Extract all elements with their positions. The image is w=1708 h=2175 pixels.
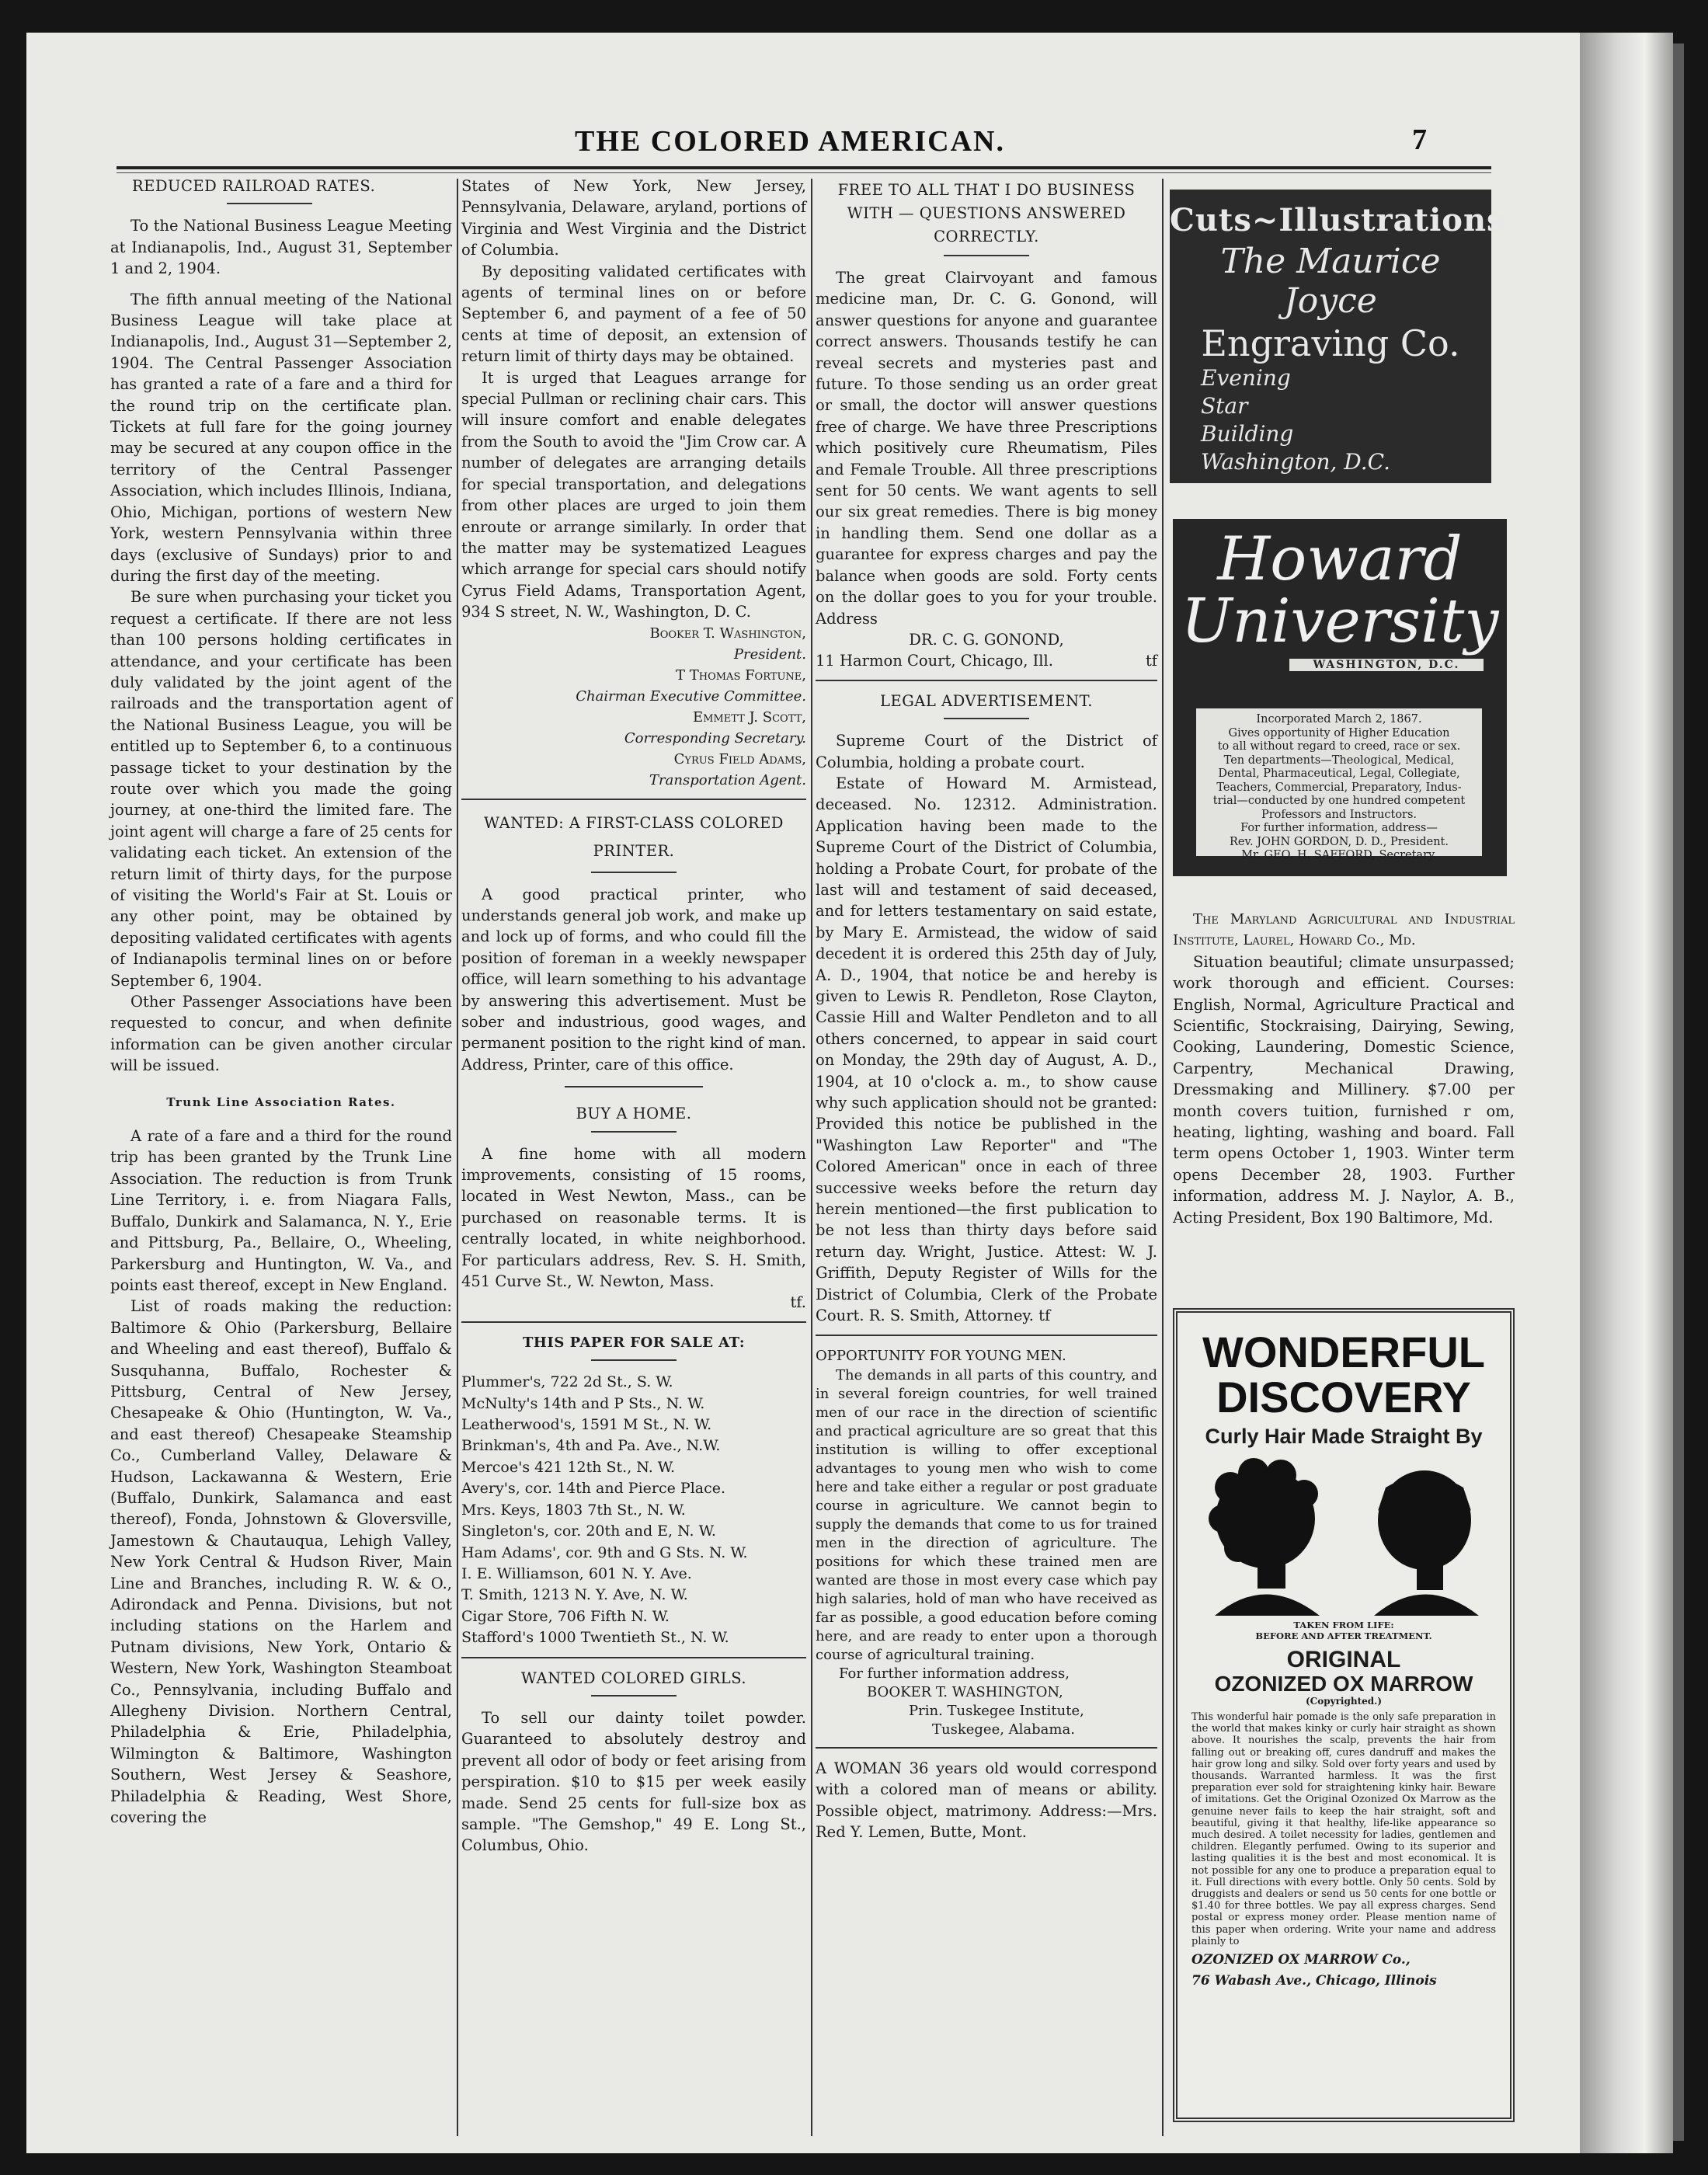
howard-info-line: Gives opportunity of Higher Education	[1228, 726, 1450, 740]
rule	[816, 1335, 1157, 1336]
signature-title: President.	[733, 646, 806, 663]
howard-info-line: Ten departments—Theological, Medical,	[1223, 753, 1455, 767]
page-number: 7	[1412, 124, 1427, 156]
ad-tf: tf.	[790, 1293, 806, 1312]
rule	[816, 680, 1157, 681]
ad-headline: WONDERFUL	[1202, 1328, 1485, 1376]
signature-block	[461, 623, 806, 791]
column-1	[110, 176, 452, 1828]
ad-subheadline: Curly Hair Made Straight By	[1205, 1425, 1483, 1448]
howard-location: WASHINGTON, D.C.	[1289, 659, 1484, 671]
signature-name: Emmett J. Scott,	[692, 708, 806, 726]
ad-address: 11 Harmon Court, Chicago, Ill.	[816, 652, 1053, 670]
maryland-ad-title: The Maryland Agricultural and Industrial Institute, Laurel, Howard Co., Md.	[1173, 911, 1515, 949]
howard-university-ad	[1173, 519, 1507, 876]
ad-address-line	[816, 650, 1157, 671]
rule	[816, 1747, 1157, 1749]
ad-text: The great Clairvoyant and famous medicine man, Dr. C. G. Gonond, will answer questions for anyone and guarantee correct answers. Thousands testify he can reveal secrets and mysteries past and future. To those sending us an order great or small, the doctor will answer questions free of charge. We have three Prescriptions which positively cure Rheumatism, Piles and Female Trouble. All three prescriptions sent for 50 cents. We want agents to sell our six great remedies. There is big money in handling them. Send one dollar as a guarantee for express charges and pay the balance when goods are sold. Forty cents on the dollar goes to you for your trouble. Address	[816, 269, 1157, 628]
column-divider	[811, 179, 812, 2136]
legal-paragraph: Supreme Court of the District of Columbia, holding a probate court.	[816, 732, 1157, 771]
column-divider	[1162, 179, 1164, 2136]
portraits-illustration	[1191, 1456, 1496, 1620]
article-paragraph: A rate of a fare and a third for the round trip has been granted by the Trunk Line Association. The reduction is from Trunk Line Territory, i. e. from Niagara Falls, Buffalo, Dunkirk and Salamanca, N. Y., Erie and Pittsburg, Pa., Bellaire, O., Wheeling, Parkersburg and Huntington, W. Va., and points east thereof, except in New England.	[110, 1127, 452, 1294]
product-name: OZONIZED OX MARROW	[1214, 1672, 1473, 1696]
sale-location: Plummer's, 722 2d St., S. W.	[461, 1373, 673, 1391]
ad-signature: Tuskegee, Alabama.	[932, 1721, 1075, 1738]
rule	[461, 1657, 806, 1658]
rule	[591, 1359, 677, 1361]
howard-info-line: For further information, address—	[1240, 822, 1438, 834]
portrait-before	[1209, 1458, 1320, 1616]
rule	[944, 718, 1029, 719]
before-after-illustration	[1191, 1456, 1496, 1620]
rule	[591, 1695, 677, 1696]
sale-location: Cigar Store, 706 Fifth N. W.	[461, 1607, 670, 1625]
ox-marrow-ad	[1173, 1308, 1515, 2122]
maryland-ad-text: Situation beautiful; climate unsurpassed; work thorough and efficient. Courses: English, Normal, Agriculture Practical and Scientific, Stockraising, Dairying, Sewing, Cooking, Laundering, Domestic Science, Carpentry, Mechanical Drawing, Dressmaking and Millinery. $7.00 per month covers tuition, furnished r om, heating, lighting, washing and board. Fall term opens October 1, 1903. Winter term opens December 28, 1903. Further information, address M. J. Naylor, A. B., Acting President, Box 190 Baltimore, Md.	[1173, 952, 1515, 1227]
column-3	[816, 176, 1157, 1843]
ad-company-address: 76 Wabash Ave., Chicago, Illinois	[1191, 1973, 1437, 1989]
howard-info-line: Mr. GEO. H. SAFFORD, Secretary.	[1241, 849, 1437, 861]
sale-location: McNulty's 14th and P Sts., N. W.	[461, 1394, 705, 1412]
howard-title: University	[1181, 586, 1499, 656]
article-title: REDUCED RAILROAD RATES.	[132, 177, 376, 195]
article-paragraph: The fifth annual meeting of the National Business League will take place at Indianapolis, Ind., August 31—September 2, 1904. The Central Passenger Association has granted a rate of a fare and a third for the round trip on the certificate plan. Tickets at full fare for the going journey may be secured at any coupon office in the territory of the Central Passenger Association, which includes Illinois, Indiana, Ohio, Michigan, portions of western New York, western Pennsylvania within three days (exclusive of Sundays) prior to and during the first day of the meeting.	[110, 290, 452, 585]
article-paragraph: Be sure when purchasing your ticket you request a certificate. If there are not less than 100 persons holding certificates in attendance, and your certificate has been duly validated by the joint agent of the railroads and the transportation agent of the National Business League, you will be entitled up to September 6, to a continuous passage ticket to your destination by the route over which you made the going journey, at one-third the limited fare. The joint agent will charge a fare of 25 cents for validating each ticket. An extension of the return limit of thirty days, for the purpose of visiting the World's Fair at St. Louis or any other point, may be obtained by depositing validated certificates with agents of Indianapolis terminal lines on or before September 6, 1904.	[110, 588, 452, 990]
howard-info-line: to all without regard to creed, race or sex.	[1217, 740, 1461, 753]
sale-location: Mercoe's 421 12th St., N. W.	[461, 1458, 676, 1476]
portrait-after	[1374, 1470, 1479, 1616]
ad-body-text: This wonderful hair pomade is the only safe preparation in the world that makes kinky or curly hair straight as shown above. It nourishes the scalp, prevents the hair from falling out or breaking off, cures dandruff and makes the hair grow long and silky. Sold over forty years and used by thousands. Warranted harmless. It was the first preparation ever sold for straightening kinky hair. Beware of imitations. Get the Original Ozonized Ox Marrow as the genuine never fails to keep the hair straight, soft and beautiful, giving it that healthy, life-like appearance so much desired. A toilet necessity for ladies, gentlemen and children. Elegantly perfumed. Owing to its superior and lasting qualities it is the best and most economical. It is not possible for any one to produce a preparation equal to it. Full directions with every bottle. Only 50 cents. Sold by druggists and dealers or send us 50 cents for one bottle or $1.40 for three bottles. We pay all express charges. Send postal or express money order. Please mention name of this paper when ordering. Write your name and address plainly to	[1191, 1711, 1496, 1947]
engraving-ad-line: Star	[1201, 393, 1248, 419]
page-binding-shadow	[1673, 44, 1684, 2141]
ad-title: WANTED: A FIRST-CLASS COLORED PRINTER.	[484, 813, 784, 860]
signature-title: Transportation Agent.	[649, 771, 806, 788]
ad-title: WANTED COLORED GIRLS.	[520, 1669, 747, 1687]
article-paragraph: Other Passenger Associations have been requested to concur, and when definite information can be given another circular will be issued.	[110, 993, 452, 1075]
column-divider	[457, 179, 458, 2136]
sale-location: Avery's, cor. 14th and Pierce Place.	[461, 1480, 726, 1498]
sale-location: Mrs. Keys, 1803 7th St., N. W.	[461, 1501, 686, 1519]
maryland-ad	[1173, 909, 1515, 1228]
howard-title: Howard	[1217, 524, 1463, 594]
rule	[227, 203, 312, 204]
sale-location: Singleton's, cor. 20th and E, N. W.	[461, 1522, 716, 1540]
sale-location: Brinkman's, 4th and Pa. Ave., N.W.	[461, 1437, 721, 1455]
ad-tf: tf	[1145, 652, 1157, 670]
article-paragraph: By depositing validated certificates with agents of terminal lines on or before September 6, and payment of a fee of 50 cents at time of deposit, an extension of return limit of thirty days may be obtained.	[461, 262, 806, 366]
howard-info-line: Rev. JOHN GORDON, D. D., President.	[1230, 835, 1449, 848]
ad-signature: DR. C. G. GONOND,	[909, 630, 1064, 649]
signature-name: T Thomas Fortune,	[676, 666, 806, 684]
sale-location: Ham Adams', cor. 9th and G Sts. N. W.	[461, 1543, 748, 1561]
ad-title: OPPORTUNITY FOR YOUNG MEN.	[816, 1347, 1066, 1364]
copyright-note: (Copyrighted.)	[1305, 1696, 1382, 1707]
howard-info-line: Dental, Pharmaceutical, Legal, Collegiate,	[1218, 767, 1460, 780]
header-rule	[117, 166, 1491, 169]
signature-name: Booker T. Washington,	[649, 625, 806, 642]
sale-list	[461, 1372, 806, 1648]
engraving-ad-line: Washington, D.C.	[1201, 449, 1390, 475]
engraving-ad-line: Building	[1201, 421, 1294, 447]
howard-info-line: Professors and Instructors.	[1261, 808, 1418, 821]
masthead: THE COLORED AMERICAN.	[575, 125, 1005, 158]
sale-location: Leatherwood's, 1591 M St., N. W.	[461, 1416, 712, 1434]
ad-text: A good practical printer, who understands general job work, and make up and lock up of forms, and who could fill the position of foreman in a weekly newspaper office, will learn something to his advantage by answering this advertisement. Must be sober and industrious, good wages, and permanent position to the right kind of man. Address, Printer, care of this office.	[461, 885, 806, 1074]
rule	[944, 255, 1029, 256]
article-intro: To the National Business League Meeting at Indianapolis, Ind., August 31, September 1 and 2, 1904.	[110, 217, 452, 278]
ad-address: For further information address,	[839, 1665, 1070, 1682]
legal-paragraph: Estate of Howard M. Armistead, deceased. No. 12312. Administration. Application having been made to the Supreme Court of the District of Columbia, holding a Probate Court, for probate of the last will and testament of said deceased, and for letters testamentary on said estate, by Mary E. Armistead, the widow of said decedent it is ordered this 25th day of July, A. D., 1904, that notice be and hereby is given to Lewis R. Pendleton, Rose Clayton, Cassie Hill and Walter Pendleton and to all others concerned, to appear in said court on Monday, the 29th day of August, A. D., 1904, at 10 o'clock a. m., to show cause why such application should not be granted: Provided this notice be published in the "Washington Law Reporter" and "The Colored American" once in each of three successive weeks before the return day herein mentioned—the first publication to be not less than thirty days before said return day. Wright, Justice. Attest: W. J. Griffith, Deputy Register of Wills for the District of Columbia, Clerk of the Probate Court. R. S. Smith, Attorney. tf	[816, 774, 1157, 1325]
article-paragraph: List of roads making the reduction: Baltimore & Ohio (Parkersburg, Bellaire and Wheeling and east thereof), Buffalo & Susquhanna, Buffalo, Rochester & Pittsburg, Central of New Jersey, Chesapeake & Ohio (Huntington, W. Va., and east thereof) Chesapeake Steamship Co., Cumberland Valley, Delaware & Hudson, Lackawanna & Western, Erie (Buffalo, Dunkirk, Salamanca and east thereof), Fonda, Johnstown & Gloversville, Jamestown & Chautauqua, Lehigh Valley, New York Central & Hudson River, Main Line and Branches, including R. W. & O., Adirondack and Penna. Divisions, but not including stations on the Harlem and Putnam divisions, New York, Ontario & Western, New York, Washington Steamboat Co., Pennsylvania, including Buffalo and Allegheny Division. Northern Central, Philadelphia & Erie, Philadelphia, Wilmington & Baltimore, Washington Southern, West Jersey & Seashore, Philadelphia & Reading, West Shore, covering the	[110, 1297, 452, 1827]
engraving-ad	[1170, 190, 1505, 483]
rule	[591, 872, 677, 873]
sale-location: I. E. Williamson, 601 N. Y. Ave.	[461, 1564, 692, 1582]
page-binding-edge	[1580, 33, 1673, 2153]
illustration-caption: BEFORE AND AFTER TREATMENT.	[1255, 1630, 1432, 1641]
ad-signature: Prin. Tuskegee Institute,	[909, 1702, 1084, 1719]
engraving-ad-line: Evening	[1201, 365, 1291, 391]
ad-company: OZONIZED OX MARROW Co.,	[1191, 1952, 1411, 1968]
ad-headline: DISCOVERY	[1216, 1373, 1471, 1422]
column-2	[461, 176, 806, 1857]
engraving-ad-line: Cuts~Illustrations	[1170, 202, 1505, 238]
subheading: Trunk Line Association Rates.	[166, 1094, 396, 1109]
ad-signature: BOOKER T. WASHINGTON,	[867, 1683, 1063, 1700]
ad-title: THIS PAPER FOR SALE AT:	[523, 1334, 745, 1351]
ad-title: BUY A HOME.	[576, 1105, 692, 1123]
ad-text: A fine home with all modern improvements, consisting of 15 rooms, located in West Newton, Mass., can be purchased on reasonable terms. It is centrally located, in white neighborhood. For particulars address, Rev. S. H. Smith, 451 Curve St., W. Newton, Mass.	[461, 1144, 806, 1291]
engraving-ad-line: The Maurice Joyce	[1220, 242, 1441, 321]
howard-info-box	[1196, 708, 1482, 861]
rule	[565, 1086, 703, 1088]
rule	[461, 799, 806, 800]
signature-title: Chairman Executive Committee.	[576, 687, 806, 705]
howard-info-line: trial—conducted by one hundred competent	[1212, 795, 1466, 807]
sale-location: Stafford's 1000 Twentieth St., N. W.	[461, 1629, 729, 1647]
ad-title: LEGAL ADVERTISEMENT.	[880, 691, 1093, 710]
rule	[591, 1131, 677, 1133]
ad-title: FREE TO ALL THAT I DO BUSINESS WITH — QUESTIONS ANSWERED CORRECTLY.	[837, 181, 1136, 245]
signature-name: Cyrus Field Adams,	[673, 750, 806, 767]
article-paragraph: States of New York, New Jersey, Pennsylvania, Delaware, aryland, portions of Virginia and West Virginia and the District of Columbia.	[461, 177, 806, 259]
signature-title: Corresponding Secretary.	[624, 729, 806, 746]
rule	[461, 1321, 806, 1323]
ad-text: The demands in all parts of this country, and in several foreign countries, for well trained men of our race in the direction of scientific and practical agriculture are so great that this institution is willing to offer exceptional advantages to young men who wish to come here and take either a regular or post graduate course in agriculture. We cannot begin to supply the demands that come to us for trained men in the direction of agriculture. The positions for which these trained men are wanted are those in most every case which pay high salaries, hold of man who have received as far as possible, a good education before coming here, and are ready to enter upon a thorough course of agricultural training.	[816, 1366, 1157, 1663]
header-rule-thin	[117, 172, 1491, 173]
howard-info-line: Incorporated March 2, 1867.	[1256, 713, 1422, 726]
article-paragraph: It is urged that Leagues arrange for special Pullman or reclining chair cars. This will insure comfort and enable delegates from the South to avoid the "Jim Crow car. A number of delegates are arranging details for special transportation, and delegations from other places are urged to join them enroute or arrange similarly. In order that the matter may be systematized Leagues which arrange for special cars should notify Cyrus Field Adams, Transportation Agent, 934 S street, N. W., Washington, D. C.	[461, 368, 806, 621]
product-label: ORIGINAL	[1286, 1647, 1401, 1672]
engraving-ad-line: Engraving Co.	[1201, 322, 1460, 364]
illustration-caption: TAKEN FROM LIFE:	[1293, 1620, 1394, 1630]
howard-info-line: Teachers, Commercial, Preparatory, Indus-	[1216, 781, 1462, 794]
ad-text: A WOMAN 36 years old would correspond with a colored man of means or ability. Possible object, matrimony. Address:—Mrs. Red Y. Lemen, Butte, Mont.	[816, 1759, 1157, 1842]
ad-text: To sell our dainty toilet powder. Guaranteed to absolutely destroy and prevent all odor of body or feet arising from perspiration. $10 to $15 per week easily made. Send 25 cents for full-size box as sample. "The Gemshop," 49 E. Long St., Columbus, Ohio.	[461, 1708, 806, 1855]
sale-location: T. Smith, 1213 N. Y. Ave, N. W.	[461, 1586, 688, 1604]
